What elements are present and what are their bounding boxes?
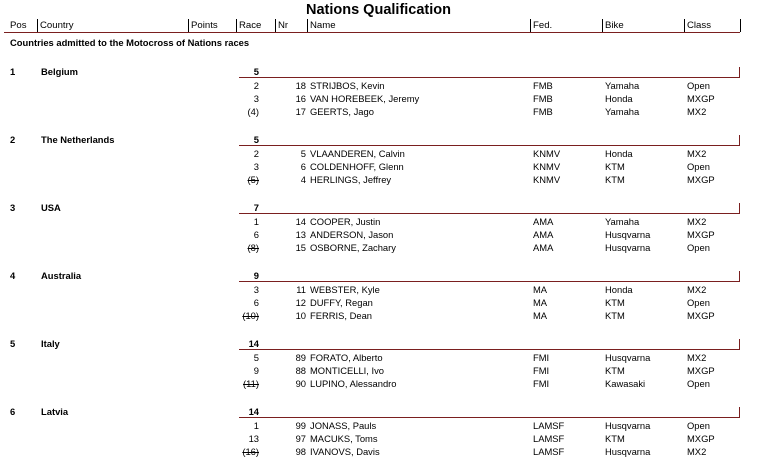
rider-class: MX2 (687, 284, 707, 295)
nation-position: 5 (10, 338, 16, 349)
rider-race-result: (11) (243, 378, 259, 389)
rider-name: COLDENHOFF, Glenn (310, 161, 404, 172)
rider-bike: KTM (605, 433, 625, 444)
rider-number: 90 (295, 378, 306, 389)
rider-class: MX2 (687, 106, 707, 117)
nation-points: 7 (253, 202, 259, 213)
header-country: Country (40, 20, 74, 31)
rider-number: 13 (295, 229, 306, 240)
rider-class: MXGP (687, 229, 715, 240)
rider-number: 97 (295, 433, 306, 444)
rider-number: 15 (295, 242, 306, 253)
rider-federation: FMI (533, 365, 550, 376)
rider-number: 5 (300, 148, 306, 159)
rider-race-result: 5 (253, 352, 259, 363)
header-divider (684, 19, 685, 32)
nation-separator (239, 349, 740, 350)
rider-class: MX2 (687, 148, 707, 159)
rider-name: JONASS, Pauls (310, 420, 377, 431)
rider-federation: MA (533, 284, 548, 295)
rider-bike: KTM (605, 365, 625, 376)
rider-name: GEERTS, Jago (310, 106, 374, 117)
rider-race-result: 3 (253, 161, 259, 172)
rider-class: MXGP (687, 174, 715, 185)
rider-number: 18 (295, 80, 306, 91)
nation-position: 2 (10, 134, 16, 145)
rider-class: Open (687, 242, 710, 253)
rider-federation: FMB (533, 93, 553, 104)
rider-race-result: (16) (242, 446, 259, 457)
rider-federation: KNMV (533, 148, 561, 159)
rider-race-result: 6 (253, 297, 259, 308)
rider-federation: FMB (533, 106, 553, 117)
rider-federation: FMI (533, 352, 550, 363)
rider-federation: LAMSF (533, 446, 565, 457)
header-bike: Bike (605, 20, 624, 31)
nation-country: Australia (41, 270, 82, 281)
nation-position: 1 (10, 66, 16, 77)
rider-name: STRIJBOS, Kevin (310, 80, 385, 91)
rider-class: MX2 (687, 446, 707, 457)
rider-federation: KNMV (533, 174, 561, 185)
subtitle: Countries admitted to the Motocross of Nations races (10, 37, 250, 48)
rider-name: ANDERSON, Jason (310, 229, 394, 240)
rider-bike: Yamaha (605, 80, 640, 91)
rider-name: DUFFY, Regan (310, 297, 373, 308)
nation-separator (239, 213, 740, 214)
rider-name: LUPINO, Alessandro (310, 378, 397, 389)
rider-federation: MA (533, 297, 548, 308)
header-nr: Nr (278, 20, 289, 31)
rider-name: MONTICELLI, Ivo (310, 365, 384, 376)
rider-bike: Husqvarna (605, 352, 651, 363)
nation-points: 5 (253, 134, 259, 145)
nation-points: 14 (248, 406, 259, 417)
nation-separator (239, 145, 740, 146)
header-name: Name (310, 20, 336, 31)
rider-number: 99 (295, 420, 306, 431)
nation-country: USA (41, 202, 61, 213)
rider-federation: LAMSF (533, 433, 565, 444)
rider-number: 17 (295, 106, 306, 117)
rider-bike: Honda (605, 148, 633, 159)
rider-name: WEBSTER, Kyle (310, 284, 380, 295)
rider-federation: MA (533, 310, 548, 321)
nation-country: Italy (41, 338, 60, 349)
rider-class: Open (687, 80, 710, 91)
rider-number: 98 (295, 446, 306, 457)
header-divider (740, 19, 741, 32)
header-class: Class (687, 20, 711, 31)
rider-race-result: 1 (253, 420, 259, 431)
rider-bike: Yamaha (605, 106, 640, 117)
rider-number: 12 (295, 297, 306, 308)
rider-race-result: 3 (253, 284, 259, 295)
header-divider (530, 19, 531, 32)
rider-bike: KTM (605, 297, 625, 308)
header-fed: Fed. (533, 20, 553, 31)
header-divider (275, 19, 276, 32)
header-pos: Pos (10, 20, 27, 31)
rider-class: MXGP (687, 93, 715, 104)
nation-separator-end (739, 407, 740, 418)
rider-name: VAN HOREBEEK, Jeremy (310, 93, 420, 104)
nation-separator-end (739, 339, 740, 350)
rider-number: 11 (296, 284, 306, 295)
rider-bike: Honda (605, 284, 633, 295)
rider-class: Open (687, 378, 710, 389)
rider-race-result: (5) (247, 174, 259, 185)
header-divider (307, 19, 308, 32)
rider-federation: LAMSF (533, 420, 565, 431)
rider-bike: KTM (605, 174, 625, 185)
nation-country: Belgium (41, 66, 78, 77)
rider-race-result: 6 (253, 229, 259, 240)
rider-federation: AMA (533, 229, 554, 240)
rider-bike: Honda (605, 93, 633, 104)
nation-points: 5 (253, 66, 259, 77)
rider-federation: FMI (533, 378, 550, 389)
nation-separator-end (739, 135, 740, 146)
rider-number: 89 (295, 352, 306, 363)
rider-name: HERLINGS, Jeffrey (310, 174, 392, 185)
rider-race-result: (4) (247, 106, 259, 117)
nation-separator (239, 417, 740, 418)
header-divider (602, 19, 603, 32)
rider-race-result: 13 (248, 433, 259, 444)
nation-position: 4 (10, 270, 16, 281)
header-points: Points (191, 20, 218, 31)
rider-class: MXGP (687, 433, 715, 444)
header-divider (37, 19, 38, 32)
rider-class: MXGP (687, 365, 715, 376)
nation-position: 6 (10, 406, 16, 417)
nation-separator (239, 281, 740, 282)
rider-class: Open (687, 161, 710, 172)
rider-bike: KTM (605, 161, 625, 172)
rider-race-result: 3 (253, 93, 259, 104)
rider-number: 4 (300, 174, 306, 185)
rider-federation: AMA (533, 242, 554, 253)
rider-federation: FMB (533, 80, 553, 91)
rider-name: OSBORNE, Zachary (310, 242, 396, 253)
rider-bike: Husqvarna (605, 420, 651, 431)
rider-race-result: 9 (253, 365, 259, 376)
rider-class: MXGP (687, 310, 715, 321)
rider-bike: KTM (605, 310, 625, 321)
rider-class: MX2 (687, 216, 707, 227)
rider-name: MACUKS, Toms (310, 433, 378, 444)
rider-name: FERRIS, Dean (310, 310, 372, 321)
rider-bike: Husqvarna (605, 242, 651, 253)
page-title: Nations Qualification (305, 2, 451, 18)
header-race: Race (239, 20, 262, 31)
rider-race-result: (10) (242, 310, 259, 321)
rider-race-result: (8) (247, 242, 259, 253)
nation-points: 14 (248, 338, 259, 349)
rider-name: FORATO, Alberto (310, 352, 383, 363)
rider-bike: Yamaha (605, 216, 640, 227)
rider-race-result: 2 (253, 148, 259, 159)
rider-federation: AMA (533, 216, 554, 227)
rider-number: 10 (295, 310, 306, 321)
nation-country: The Netherlands (41, 134, 115, 145)
rider-name: VLAANDEREN, Calvin (310, 148, 405, 159)
nation-position: 3 (10, 202, 16, 213)
header-underline (4, 32, 740, 33)
nation-country: Latvia (41, 406, 69, 417)
rider-bike: Husqvarna (605, 229, 651, 240)
nation-separator-end (739, 271, 740, 282)
rider-number: 16 (295, 93, 306, 104)
rider-class: Open (687, 297, 710, 308)
nation-separator-end (739, 203, 740, 214)
rider-bike: Husqvarna (605, 446, 651, 457)
header-divider (236, 19, 237, 32)
header-divider (188, 19, 189, 32)
rider-name: IVANOVS, Davis (310, 446, 380, 457)
rider-name: COOPER, Justin (310, 216, 381, 227)
rider-race-result: 2 (253, 80, 259, 91)
nation-separator (239, 77, 740, 78)
rider-number: 88 (295, 365, 306, 376)
rider-bike: Kawasaki (605, 378, 646, 389)
rider-number: 6 (300, 161, 306, 172)
rider-number: 14 (295, 216, 306, 227)
nation-points: 9 (253, 270, 259, 281)
rider-class: MX2 (687, 352, 707, 363)
rider-federation: KNMV (533, 161, 561, 172)
rider-race-result: 1 (253, 216, 259, 227)
rider-class: Open (687, 420, 710, 431)
nation-separator-end (739, 67, 740, 78)
